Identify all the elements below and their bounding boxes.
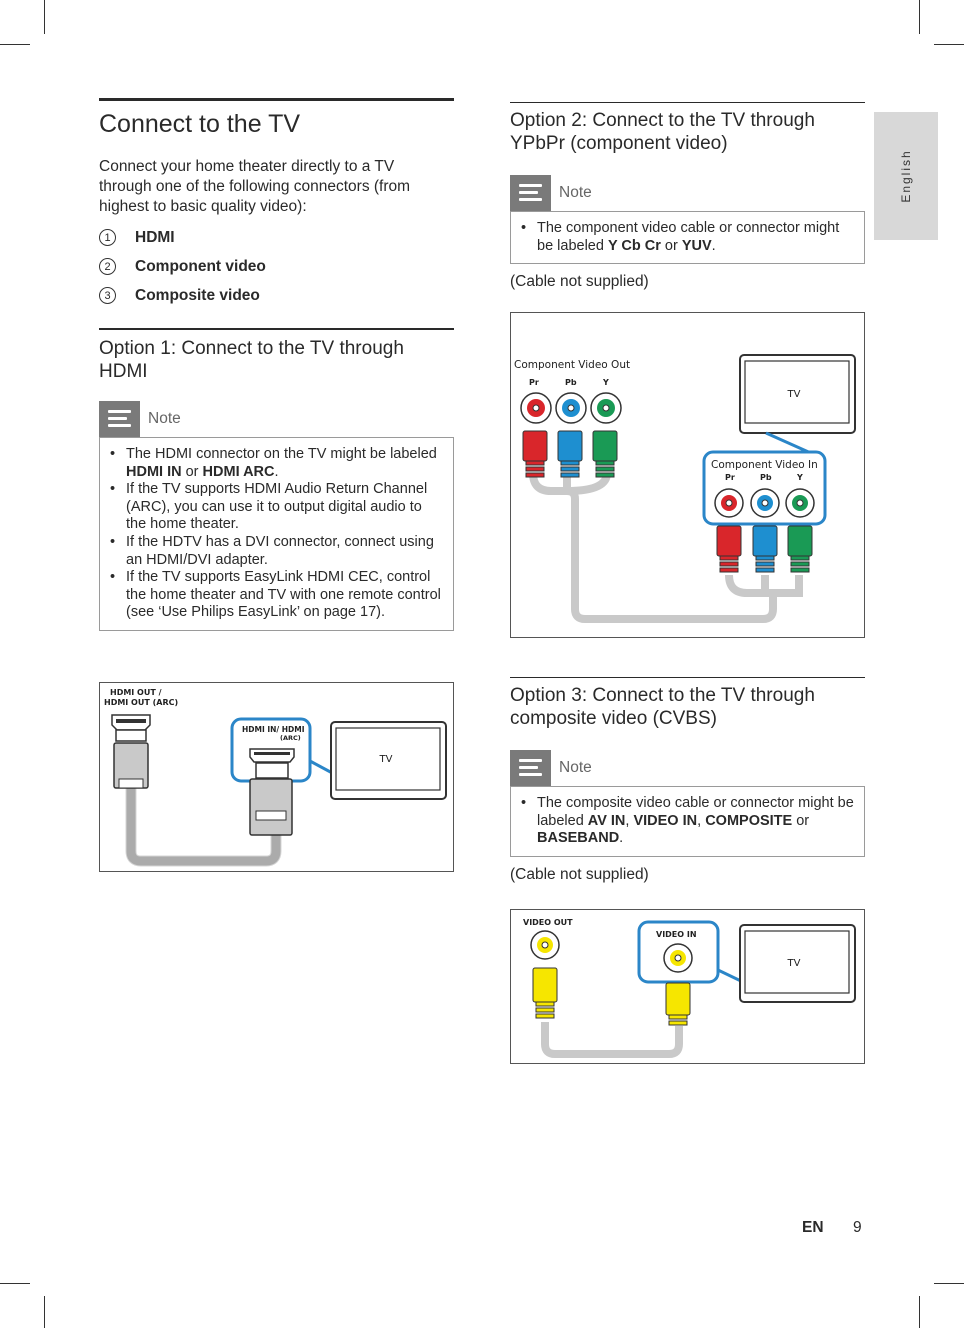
- note-icon: [510, 175, 551, 211]
- language-tab-label: English: [899, 149, 913, 203]
- note-header: [510, 750, 865, 786]
- crop-mark: [919, 0, 920, 34]
- right-column: [510, 102, 865, 292]
- connector-list: [99, 223, 454, 310]
- option2-title: Option 2: Connect to the TV through YPbPr (component video): [510, 110, 815, 154]
- language-tab: [874, 112, 938, 240]
- note-bullet: • The HDMI connector on the TV might be labeled HDMI IN or HDMI ARC.: [126, 446, 445, 481]
- left-column: [99, 98, 454, 631]
- composite-diagram: [510, 909, 865, 1064]
- video-in-label: VIDEO IN: [656, 930, 697, 939]
- hdmi-out-label: HDMI OUT /: [110, 688, 162, 697]
- title-rule: [99, 98, 454, 101]
- y-label: Y: [603, 378, 609, 387]
- option3-section: [510, 677, 865, 885]
- connector-label: Component video: [135, 257, 266, 275]
- list-item: [99, 281, 454, 310]
- note-bullet: • The component video cable or connector might be labeled Y Cb Cr or YUV.: [537, 220, 856, 255]
- section-rule: [510, 677, 865, 678]
- page-title: Connect to the TV: [99, 110, 301, 138]
- crop-mark: [934, 1283, 964, 1284]
- section-rule: [510, 102, 865, 103]
- hdmi-in-label: HDMI IN/ HDMI: [242, 725, 305, 734]
- pb-label: Pb: [565, 378, 577, 387]
- note-bullet: • If the TV supports EasyLink HDMI CEC, control the home theater and TV with one remote control (see ‘Use Philips EasyLink’ on page 17).: [126, 569, 445, 622]
- hdmi-out-arc-label: HDMI OUT (ARC): [104, 698, 179, 707]
- note-icon: [510, 750, 551, 786]
- list-item: [99, 252, 454, 281]
- page-number: 9: [853, 1219, 862, 1236]
- note-label: Note: [559, 759, 592, 776]
- note-label: Note: [148, 410, 181, 427]
- note-bullet: • If the HDTV has a DVI connector, connect using an HDMI/DVI adapter.: [126, 534, 445, 569]
- note-header: [510, 175, 865, 211]
- note-label: Note: [559, 184, 592, 201]
- hdmi-diagram: [99, 682, 454, 872]
- tv-label: TV: [787, 958, 801, 969]
- note-box: [510, 786, 865, 857]
- crop-mark: [44, 0, 45, 34]
- tv-label: TV: [379, 754, 393, 765]
- pb-in-label: Pb: [760, 473, 772, 482]
- component-in-label: Component Video In: [711, 459, 818, 471]
- crop-mark: [0, 1283, 30, 1284]
- connector-label: Composite video: [135, 286, 260, 304]
- crop-mark: [934, 44, 964, 45]
- note-bullet: • The composite video cable or connector might be labeled AV IN, VIDEO IN, COMPOSITE or BASEBAND.: [537, 795, 856, 848]
- list-item: [99, 223, 454, 252]
- option1-title: Option 1: Connect to the TV through HDMI: [99, 338, 404, 382]
- number-badge: 1: [99, 229, 116, 246]
- tv-label: TV: [787, 389, 801, 400]
- component-diagram: [510, 312, 865, 638]
- note-box: [99, 437, 454, 631]
- cable-note: (Cable not supplied): [510, 273, 649, 291]
- note-bullet: • If the TV supports HDMI Audio Return Channel (ARC), you can use it to output digital audio to the home theater.: [126, 481, 445, 534]
- video-out-label: VIDEO OUT: [523, 918, 573, 927]
- note-box: [510, 211, 865, 264]
- intro-text: Connect your home theater directly to a TV through one of the following connectors (from highest to basic quality video):: [99, 158, 411, 215]
- pr-in-label: Pr: [725, 473, 735, 482]
- crop-mark: [0, 44, 30, 45]
- y-in-label: Y: [797, 473, 803, 482]
- crop-mark: [44, 1296, 45, 1328]
- cable-note: (Cable not supplied): [510, 865, 649, 883]
- component-out-label: Component Video Out: [514, 359, 631, 371]
- note-header: [99, 401, 454, 437]
- footer-lang: EN: [802, 1219, 824, 1236]
- section-rule: [99, 328, 454, 330]
- option3-title: Option 3: Connect to the TV through composite video (CVBS): [510, 685, 815, 729]
- pr-label: Pr: [529, 378, 539, 387]
- number-badge: 2: [99, 258, 116, 275]
- number-badge: 3: [99, 287, 116, 304]
- connector-label: HDMI: [135, 228, 175, 246]
- hdmi-in-arc-label: (ARC): [280, 734, 301, 742]
- crop-mark: [919, 1296, 920, 1328]
- note-icon: [99, 401, 140, 437]
